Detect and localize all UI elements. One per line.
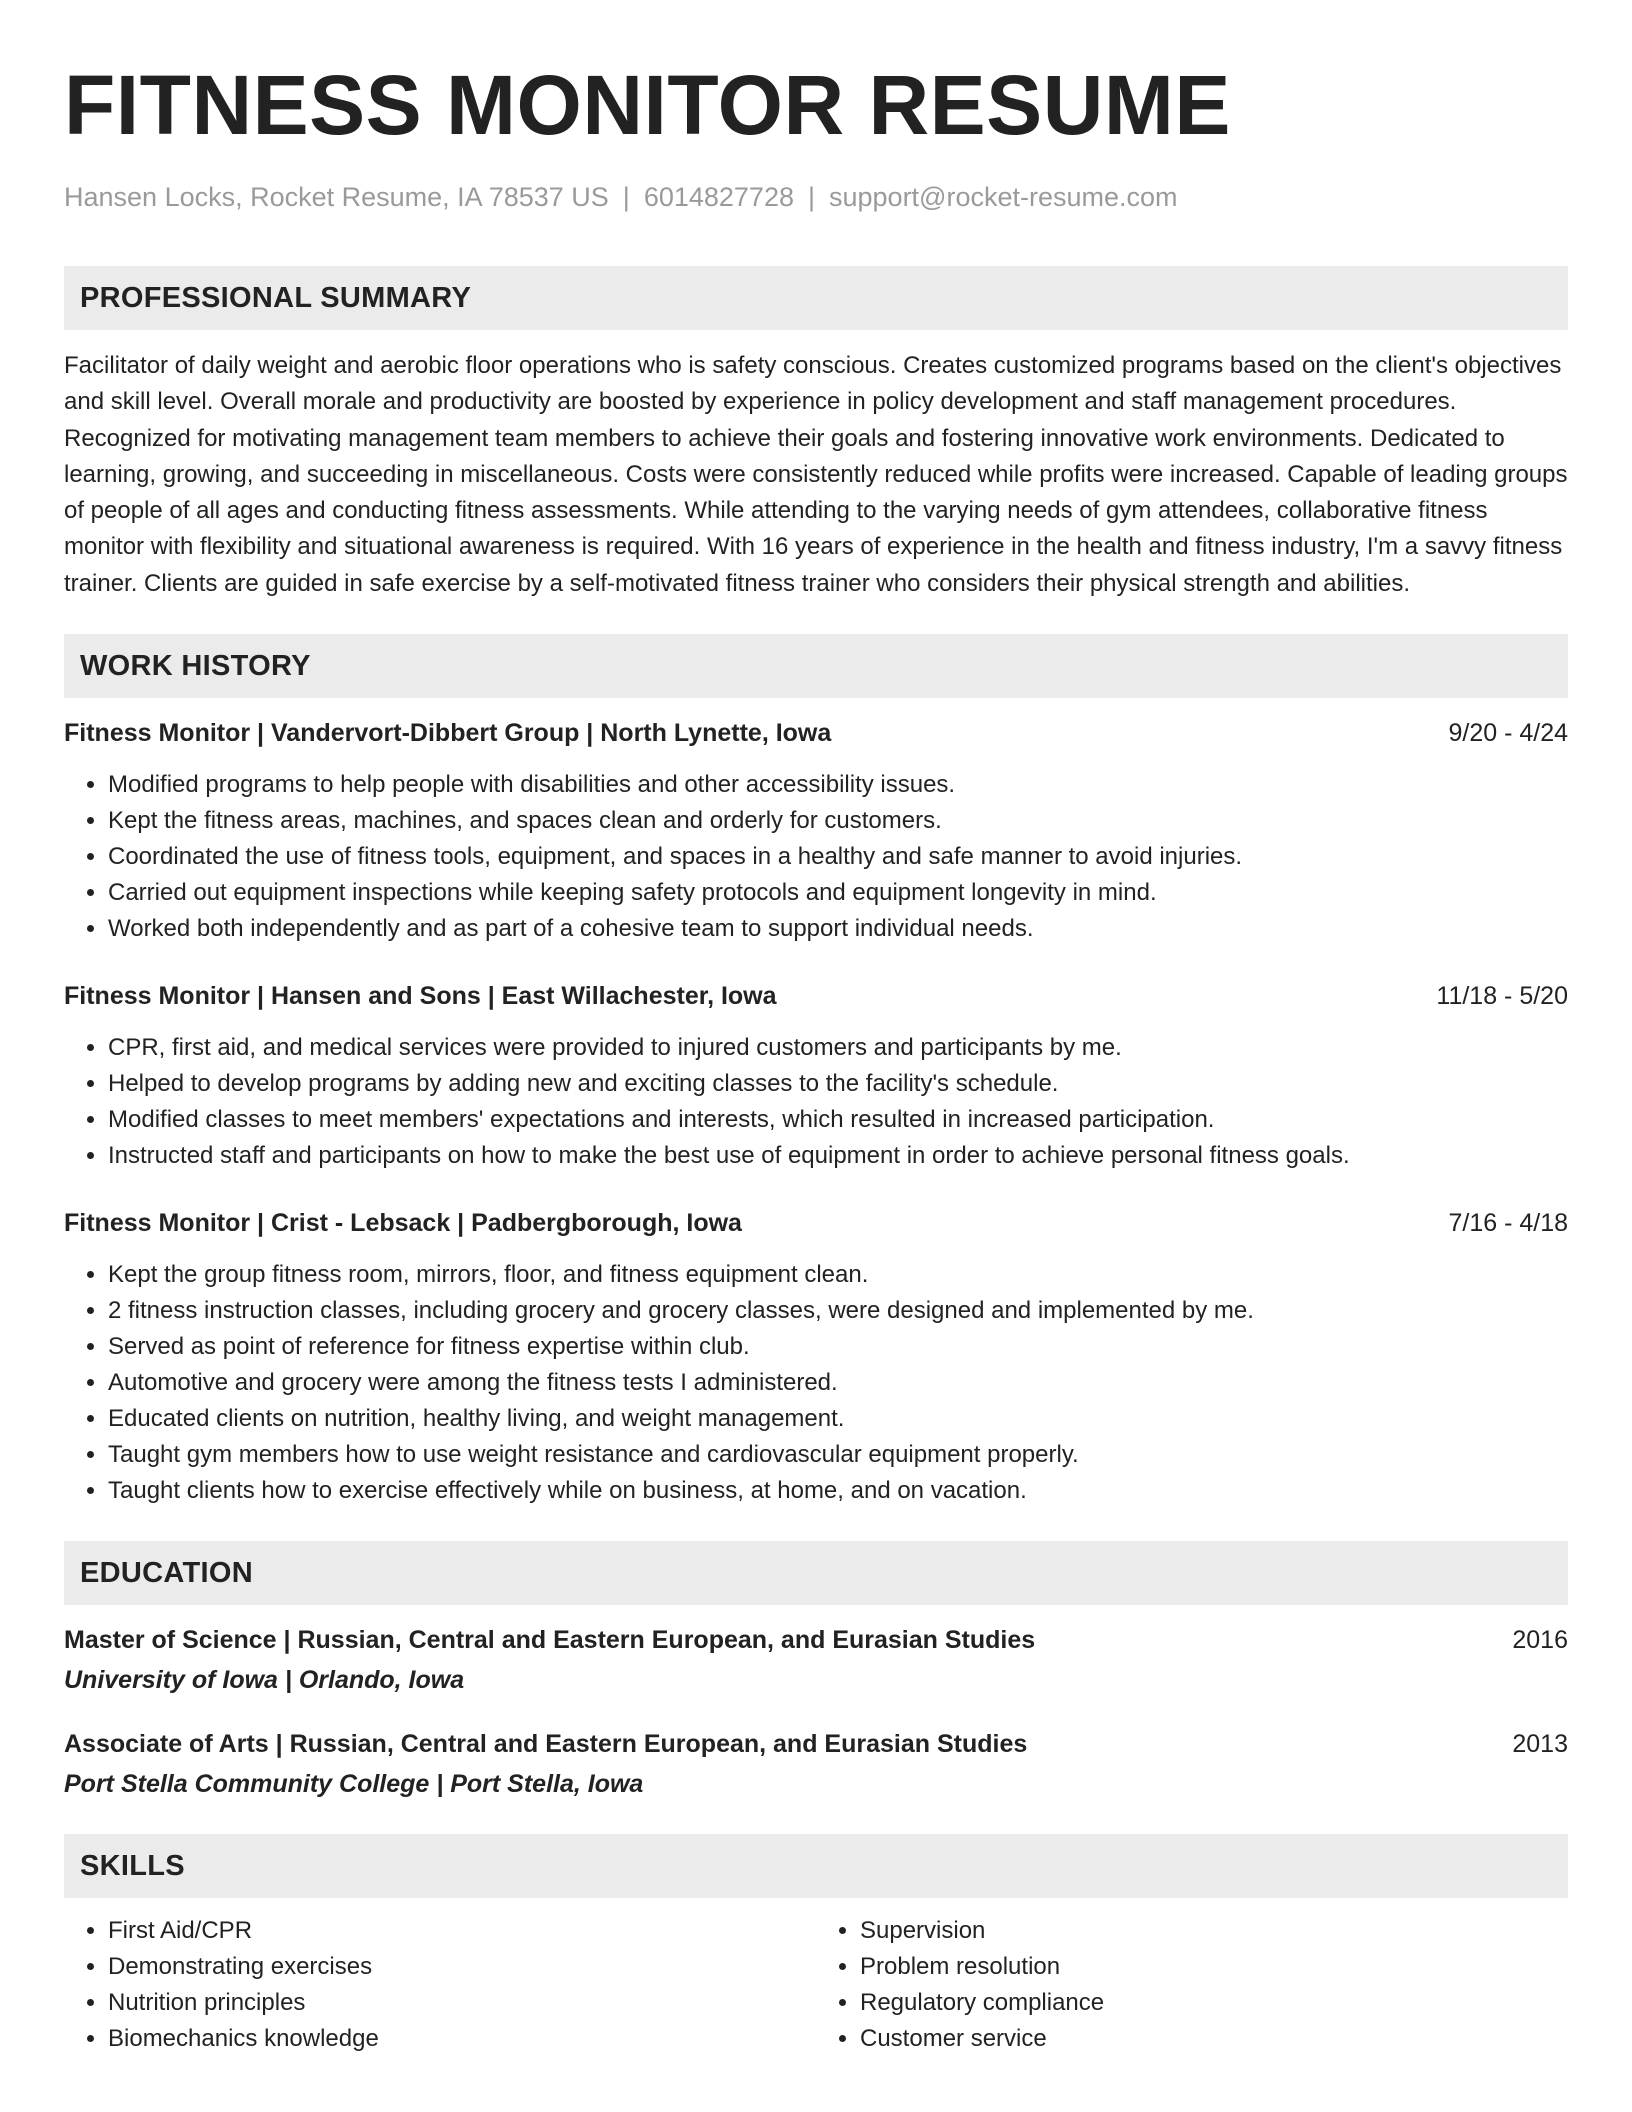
section-heading-summary: PROFESSIONAL SUMMARY bbox=[64, 266, 1568, 330]
contact-separator: | bbox=[807, 182, 815, 212]
skill-item: • Regulatory compliance bbox=[860, 1985, 1568, 2021]
contact-email: support@rocket-resume.com bbox=[829, 182, 1178, 212]
job-bullet: • Taught clients how to exercise effectively while on business, at home, and on vacation. bbox=[108, 1473, 1568, 1509]
job-bullet: • Kept the group fitness room, mirrors, floor, and fitness equipment clean. bbox=[108, 1257, 1568, 1293]
resume-title: FITNESS MONITOR RESUME bbox=[64, 58, 1231, 152]
education-school: Port Stella Community College | Port Stella, Iowa bbox=[64, 1770, 644, 1799]
job-bullet: • Worked both independently and as part of a cohesive team to support individual needs. bbox=[108, 911, 1568, 947]
job-bullet: • Instructed staff and participants on how to make the best use of equipment in order to achieve personal fitness goals. bbox=[108, 1138, 1568, 1174]
section-heading-work-history: WORK HISTORY bbox=[64, 634, 1568, 698]
summary-text: Facilitator of daily weight and aerobic floor operations who is safety conscious. Creates customized programs based on the client's objectives and skill level. Overall morale and productivity are boosted by experience in policy development and staff management procedures. Recognized for motivating management team members to achieve their goals and fostering innovative work environments. Dedicated to learning, growing, and succeeding in miscellaneous. Costs were consistently reduced while profits were increased. Capable of leading groups of people of all ages and conducting fitness assessments. While attending to the varying needs of gym attendees, collaborative fitness monitor with flexibility and situational awareness is required. With 16 years of experience in the health and fitness industry, I'm a savvy fitness trainer. Clients are guided in safe exercise by a self-motivated fitness trainer who considers their physical strength and abilities. bbox=[64, 352, 1568, 597]
contact-phone: 6014827728 bbox=[643, 182, 794, 212]
job-header bbox=[64, 716, 1568, 750]
job-header bbox=[64, 1206, 1568, 1240]
job-dates: 9/20 - 4/24 bbox=[1448, 719, 1568, 748]
job-bullets bbox=[64, 1257, 1568, 1509]
job-bullet: • Helped to develop programs by adding new and exciting classes to the facility's schedule. bbox=[108, 1066, 1568, 1102]
job-bullet: • Automotive and grocery were among the fitness tests I administered. bbox=[108, 1365, 1568, 1401]
job-bullet: • Served as point of reference for fitness expertise within club. bbox=[108, 1329, 1568, 1365]
job-header bbox=[64, 979, 1568, 1013]
job-title: Fitness Monitor | Hansen and Sons | East Willachester, Iowa bbox=[64, 982, 777, 1011]
skills-grid bbox=[64, 1913, 1568, 2057]
job-bullet: • Educated clients on nutrition, healthy living, and weight management. bbox=[108, 1401, 1568, 1437]
job-bullets bbox=[64, 1030, 1568, 1174]
skill-item: • Supervision bbox=[860, 1913, 1568, 1949]
education-entry bbox=[64, 1727, 1568, 1801]
skills-column-left bbox=[64, 1913, 816, 2057]
skill-item: • Customer service bbox=[860, 2021, 1568, 2057]
skill-item: • First Aid/CPR bbox=[108, 1913, 816, 1949]
skill-item: • Demonstrating exercises bbox=[108, 1949, 816, 1985]
education-degree: Master of Science | Russian, Central and Eastern European, and Eurasian Studies bbox=[64, 1626, 1036, 1655]
job-bullet: • Modified programs to help people with disabilities and other accessibility issues. bbox=[108, 767, 1568, 803]
education-degree: Associate of Arts | Russian, Central and Eastern European, and Eurasian Studies bbox=[64, 1730, 1028, 1759]
job-bullets bbox=[64, 767, 1568, 947]
skills-list bbox=[64, 1913, 816, 2057]
job-bullet: • CPR, first aid, and medical services were provided to injured customers and participants by me. bbox=[108, 1030, 1568, 1066]
skills-list bbox=[816, 1913, 1568, 2057]
job-bullet: • Kept the fitness areas, machines, and spaces clean and orderly for customers. bbox=[108, 803, 1568, 839]
section-heading-education: EDUCATION bbox=[64, 1541, 1568, 1605]
education-year: 2013 bbox=[1512, 1730, 1568, 1759]
job-title: Fitness Monitor | Vandervort-Dibbert Group | North Lynette, Iowa bbox=[64, 719, 832, 748]
job-entry bbox=[64, 716, 1568, 947]
job-bullet: • Carried out equipment inspections while keeping safety protocols and equipment longevity in mind. bbox=[108, 875, 1568, 911]
education-entry bbox=[64, 1623, 1568, 1697]
contact-line bbox=[64, 180, 1568, 214]
education-header bbox=[64, 1623, 1568, 1657]
job-bullet: • Taught gym members how to use weight resistance and cardiovascular equipment properly. bbox=[108, 1437, 1568, 1473]
job-bullet: • Modified classes to meet members' expectations and interests, which resulted in increased participation. bbox=[108, 1102, 1568, 1138]
skill-item: • Problem resolution bbox=[860, 1949, 1568, 1985]
section-heading-skills: SKILLS bbox=[64, 1834, 1568, 1898]
job-entry bbox=[64, 1206, 1568, 1509]
job-entry bbox=[64, 979, 1568, 1174]
education-header bbox=[64, 1727, 1568, 1761]
education-year: 2016 bbox=[1512, 1626, 1568, 1655]
job-title: Fitness Monitor | Crist - Lebsack | Padbergborough, Iowa bbox=[64, 1209, 742, 1238]
education-school: University of Iowa | Orlando, Iowa bbox=[64, 1666, 465, 1695]
job-dates: 11/18 - 5/20 bbox=[1436, 982, 1568, 1011]
job-bullet: • Coordinated the use of fitness tools, equipment, and spaces in a healthy and safe manner to avoid injuries. bbox=[108, 839, 1568, 875]
skill-item: • Nutrition principles bbox=[108, 1985, 816, 2021]
job-dates: 7/16 - 4/18 bbox=[1448, 1209, 1568, 1238]
skill-item: • Biomechanics knowledge bbox=[108, 2021, 816, 2057]
job-bullet: • 2 fitness instruction classes, including grocery and grocery classes, were designed and implemented by me. bbox=[108, 1293, 1568, 1329]
skills-column-right bbox=[816, 1913, 1568, 2057]
contact-address: Hansen Locks, Rocket Resume, IA 78537 US bbox=[64, 182, 609, 212]
contact-separator: | bbox=[622, 182, 630, 212]
